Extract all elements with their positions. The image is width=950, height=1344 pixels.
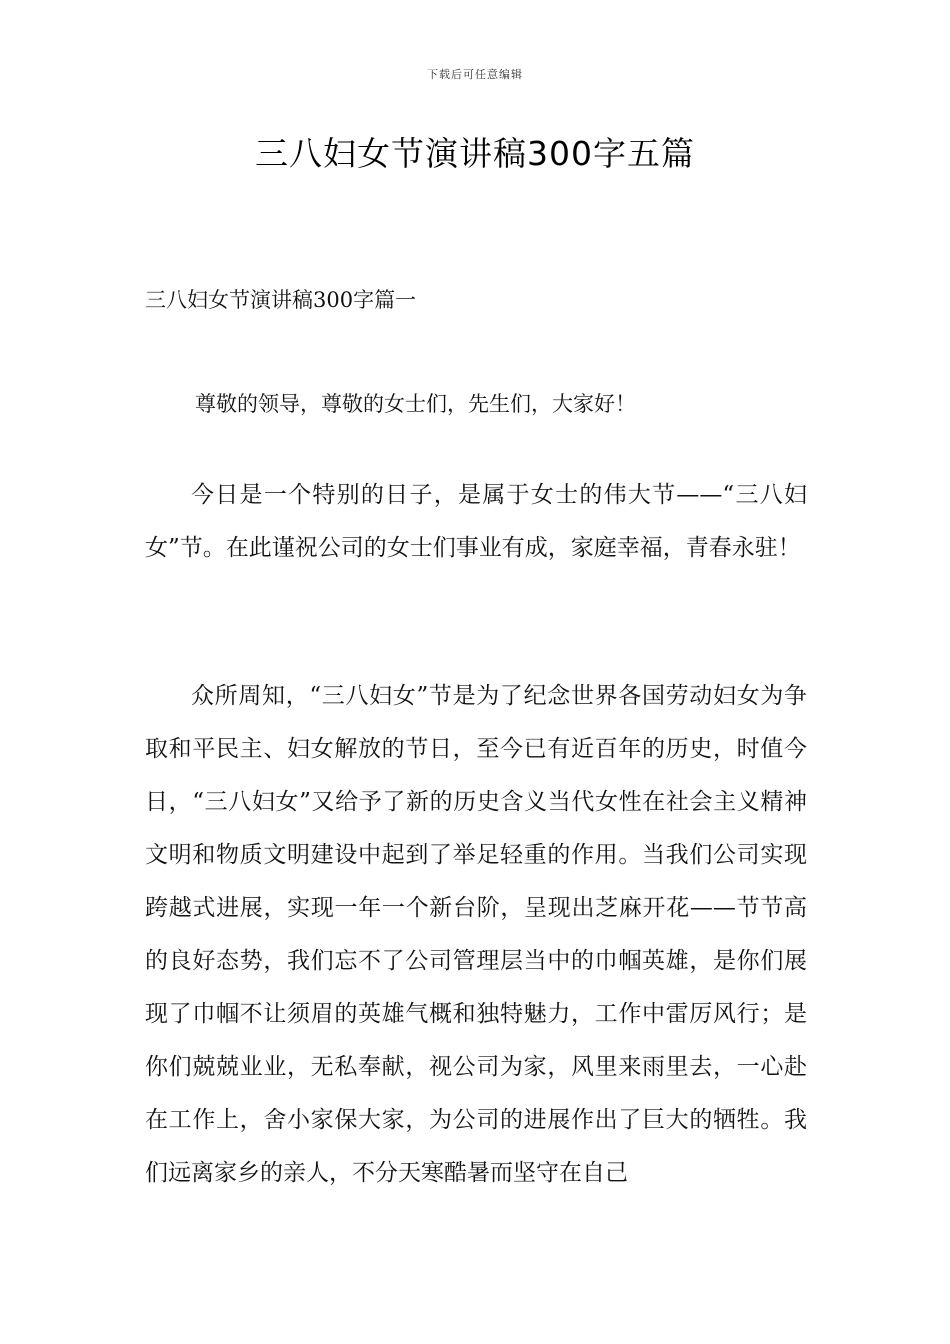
greeting-paragraph: 尊敬的领导，尊敬的女士们，先生们，大家好！ xyxy=(195,392,636,416)
body-paragraph: 今日是一个特别的日子，是属于女士的伟大节——“三八妇女”节。在此谨祝公司的女士们事业有成，家庭幸福，青春永驻！ xyxy=(145,482,807,561)
body-paragraph: 众所周知，“三八妇女”节是为了纪念世界各国劳动妇女为争取和平民主、妇女解放的节日，至今已有近百年的历史，时值今日，“三八妇女”又给予了新的历史含义当代女性在社会主义精神文明和物质文明建设中起到了举足轻重的作用。当我们公司实现跨越式进展，实现一年一个新台阶，呈现出芝麻开花——节节高的良好态势，我们忘不了公司管理层当中的巾帼英雄，是你们展现了巾帼不让须眉的英雄气概和独特魅力，工作中雷厉风行；是你们兢兢业业，无私奉献，视公司为家，风里来雨里去，一心赴在工作上，舍小家保大家，为公司的进展作出了巨大的牺牲。我们远离家乡的亲人，不分天寒酷暑而坚守在自己 xyxy=(145,683,807,1186)
document-title: 三八妇女节演讲稿300字五篇 xyxy=(255,134,695,173)
header-note: 下载后可任意编辑 xyxy=(427,68,523,81)
section-heading: 三八妇女节演讲稿300字篇一 xyxy=(145,288,417,312)
